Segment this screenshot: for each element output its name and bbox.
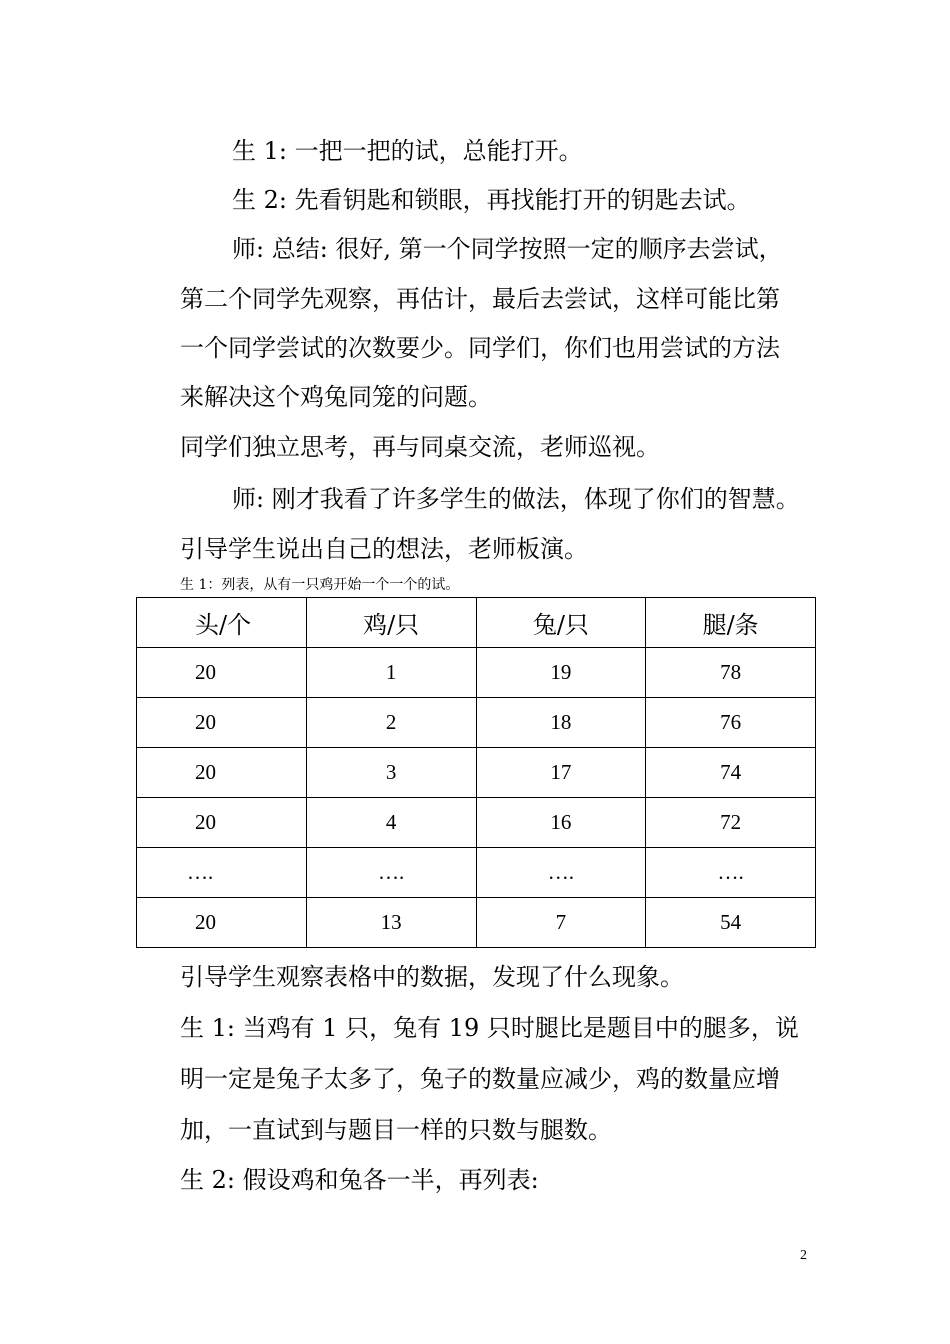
table-cell: 16 xyxy=(476,798,646,848)
table-caption: 生 1：列表，从有一只鸡开始一个一个的试。 xyxy=(180,577,460,593)
table-cell: 13 xyxy=(306,898,476,948)
table-cell: 78 xyxy=(646,648,816,698)
table-cell: 20 xyxy=(137,698,307,748)
paragraph: 第二个同学先观察，再估计，最后去尝试，这样可能比第 xyxy=(180,285,780,313)
table-cell: …. xyxy=(137,848,307,898)
table-cell: 7 xyxy=(476,898,646,948)
table-header-row xyxy=(137,598,816,648)
paragraph: 生 2: 先看钥匙和锁眼，再找能打开的钥匙去试。 xyxy=(232,186,751,214)
table-cell: 72 xyxy=(646,798,816,848)
table-cell: …. xyxy=(306,848,476,898)
table-cell: 20 xyxy=(137,648,307,698)
paragraph: 加，一直试到与题目一样的只数与腿数。 xyxy=(180,1116,612,1144)
table-row xyxy=(137,848,816,898)
table-row xyxy=(137,898,816,948)
paragraph: 师: 刚才我看了许多学生的做法，体现了你们的智慧。 xyxy=(232,485,800,513)
table-row xyxy=(137,748,816,798)
table-row xyxy=(137,798,816,848)
paragraph: 同学们独立思考，再与同桌交流，老师巡视。 xyxy=(180,433,660,461)
paragraph: 引导学生说出自己的想法，老师板演。 xyxy=(180,535,588,563)
table-cell: 20 xyxy=(137,748,307,798)
table-row xyxy=(137,698,816,748)
table-cell: 20 xyxy=(137,798,307,848)
page-number: 2 xyxy=(800,1248,807,1263)
table-header-cell: 腿/条 xyxy=(646,598,816,648)
paragraph: 师: 总结: 很好, 第一个同学按照一定的顺序去尝试， xyxy=(232,235,783,263)
table-cell: 19 xyxy=(476,648,646,698)
paragraph: 明一定是兔子太多了，兔子的数量应减少，鸡的数量应增 xyxy=(180,1065,780,1093)
table-cell: 1 xyxy=(306,648,476,698)
paragraph: 引导学生观察表格中的数据，发现了什么现象。 xyxy=(180,963,684,991)
table-row xyxy=(137,648,816,698)
paragraph: 来解决这个鸡兔同笼的问题。 xyxy=(180,383,492,411)
table-header-cell: 鸡/只 xyxy=(306,598,476,648)
table-cell: 20 xyxy=(137,898,307,948)
table-cell: 74 xyxy=(646,748,816,798)
paragraph: 生 2: 假设鸡和兔各一半，再列表: xyxy=(180,1166,539,1194)
paragraph: 生 1: 当鸡有 1 只，兔有 19 只时腿比是题目中的腿多，说 xyxy=(180,1014,799,1042)
table-cell: 18 xyxy=(476,698,646,748)
table-cell: 4 xyxy=(306,798,476,848)
table-cell: 3 xyxy=(306,748,476,798)
table-cell: 54 xyxy=(646,898,816,948)
table-cell: 17 xyxy=(476,748,646,798)
paragraph: 生 1: 一把一把的试，总能打开。 xyxy=(232,137,583,165)
data-table xyxy=(136,597,816,948)
table-cell: 2 xyxy=(306,698,476,748)
table-header-cell: 头/个 xyxy=(137,598,307,648)
table-cell: …. xyxy=(476,848,646,898)
table-cell: …. xyxy=(646,848,816,898)
table-cell: 76 xyxy=(646,698,816,748)
table-header-cell: 兔/只 xyxy=(476,598,646,648)
paragraph: 一个同学尝试的次数要少。同学们，你们也用尝试的方法 xyxy=(180,334,780,362)
